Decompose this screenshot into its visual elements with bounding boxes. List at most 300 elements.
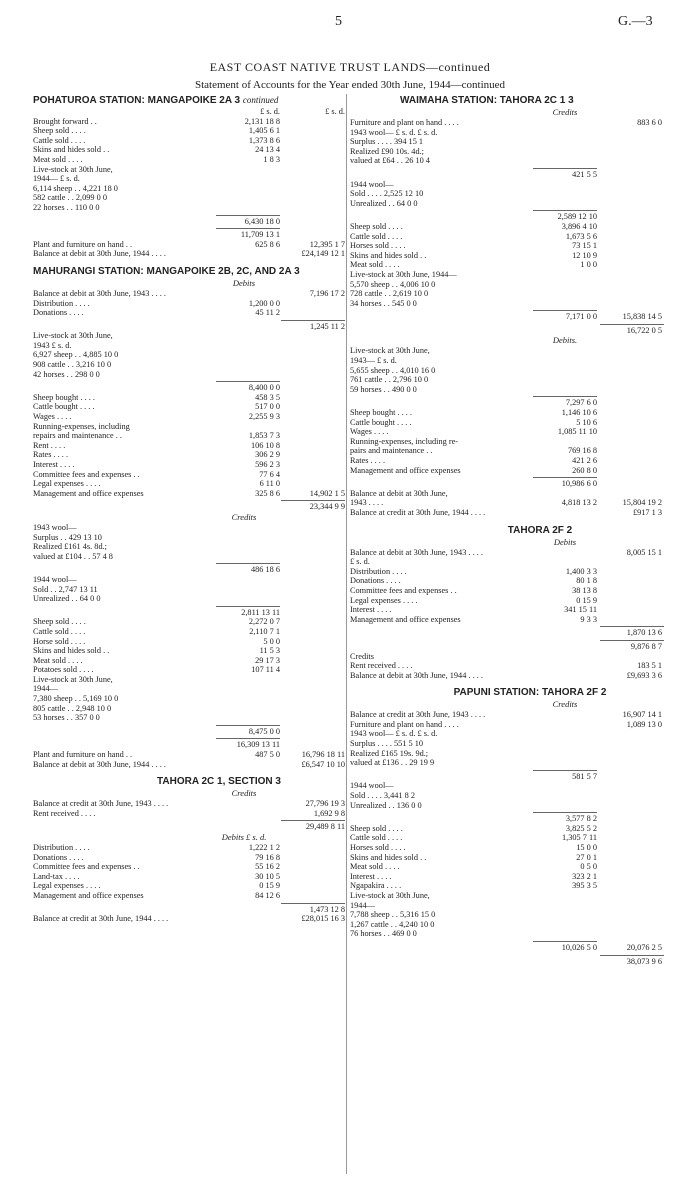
ledger-row [350,199,670,209]
ledger-row [350,814,670,824]
ledger-amount: 883 6 0 [637,118,662,127]
ledger-rows-mahurangi-credits [33,523,345,769]
ledger-row [350,749,670,759]
ledger-amount: 323 2 1 [572,871,597,881]
ledger-row [350,437,670,447]
credits-heading: Credits [231,511,257,522]
ledger-row [33,341,345,351]
ledger-label: Furniture and plant on hand . . . . [350,118,459,127]
ledger-amount: 6 11 0 [259,479,280,489]
ledger-label: Rent received . . . . [350,661,413,671]
ledger-row [33,675,345,685]
ledger-amount: 487 5 0 [255,750,280,760]
ledger-row [33,617,345,627]
ledger-amount: 38 13 8 [572,585,597,595]
ledger-row [350,772,670,782]
ledger-row [350,720,670,730]
ledger-label: 1943 wool— [33,522,77,532]
ledger-label: Meat sold . . . . [350,862,400,872]
ledger-row [33,322,345,332]
ledger-amount: 1,853 7 3 [248,431,280,441]
ledger-label: Balance at debit at 30th June, 1943 . . . . [33,288,166,298]
ledger-row [350,729,670,739]
ledger-amount: 38,073 9 6 [626,956,662,966]
ledger-row [350,891,670,901]
ledger-row [33,656,345,666]
ledger-label: Surplus . . . . 394 15 1 [350,137,424,147]
ledger-label: 22 horses . . 110 0 0 [33,202,100,212]
ledger-label: Sheep sold . . . . [350,823,403,833]
ledger-row [33,308,345,318]
ledger-row [350,557,670,567]
ledger-label: 6,927 sheep . . 4,885 10 0 [33,350,119,360]
ledger-row [350,833,670,843]
ledger-amount: 20,076 2 5 [626,942,662,952]
ledger-row [33,165,345,175]
ledger-row [350,366,670,376]
ledger-label: Sheep sold . . . . [33,617,86,627]
ledger-amount: £28,015 16 3 [301,914,345,924]
ledger-row [33,441,345,451]
ledger-row [350,222,670,232]
ledger-label: pairs and maintenance . . [350,446,433,456]
ledger-label: Rent . . . . [33,440,66,450]
ledger-row [33,523,345,533]
ledger-row [350,180,670,190]
ledger-label: Potatoes sold . . . . [33,665,94,675]
ledger-amount: 306 2 9 [255,450,280,460]
ledger-label: valued at £136 . . 29 19 9 [350,758,435,768]
ledger-row [350,920,670,930]
ledger-label: Brought forward . . [33,116,97,126]
ledger-label: Rates . . . . [350,456,386,465]
ledger-amount: 29,489 8 11 [305,822,345,832]
ledger-label: Ngapakira . . . . [350,881,402,891]
ledger-amount: 11 5 3 [259,646,280,656]
ledger-row [350,642,670,652]
ledger-label: 1943 . . . . [350,498,384,508]
ledger-row [33,383,345,393]
ledger-row [350,375,670,385]
ledger-row [350,446,670,456]
section-title-papuni: PAPUNI STATION: TAHORA 2F 2 [453,687,607,699]
section-title-tahora-2f2: TAHORA 2F 2 [507,524,573,536]
ledger-row [350,427,670,437]
ledger-label: Live-stock at 30th June, [350,346,430,356]
ledger-amount: 458 3 5 [255,392,280,402]
ledger-label: Surplus . . 429 13 10 [33,532,102,542]
section-title-pohaturoa: POHATUROA STATION: MANGAPOIKE 2A 3 continued [33,95,279,106]
ledger-row [33,136,345,146]
ledger-row [350,118,670,128]
ledger-row [350,576,670,586]
ledger-amount: 7,297 6 0 [565,398,597,408]
ledger-row [33,203,345,213]
ledger-label: 1943 wool— £ s. d. £ s. d. [350,729,438,739]
ledger-row [350,326,670,336]
ledger-label: Meat sold . . . . [33,655,83,665]
ledger-amount: 325 8 6 [255,488,280,498]
left-column [33,94,345,1154]
ledger-amount: 3,825 5 2 [565,823,597,833]
ledger-row [33,809,345,819]
ledger-row [33,422,345,432]
ledger-label: Plant and furniture on hand . . [33,750,133,760]
ledger-label: Skins and hides sold . . [350,250,427,260]
ledger-amount: 2,255 9 3 [248,412,280,422]
ledger-row [350,498,670,508]
ledger-row [33,174,345,184]
ledger-amount: 183 5 1 [637,661,662,671]
ledger-row [33,694,345,704]
ledger-row [350,801,670,811]
ledger-row [350,232,670,242]
ledger-row [33,412,345,422]
ledger-row [350,872,670,882]
ledger-label: Balance at credit at 30th June, 1943 . . . . [33,799,169,809]
ledger-row [350,312,670,322]
ledger-row [350,652,670,662]
ledger-amount: 15 0 0 [576,843,597,852]
ledger-label: 7,788 sheep . . 5,316 15 0 [350,910,436,920]
ledger-amount: 16,907 14 1 [622,710,662,720]
ledger-row [33,684,345,694]
ledger-amount: 10,986 6 0 [561,479,597,489]
ledger-label: Land-tax . . . . [33,871,80,881]
ledger-amount: £6,547 10 10 [301,759,345,769]
ledger-label: 805 cattle . . 2,948 10 0 [33,703,112,713]
ledger-row [350,466,670,476]
ledger-row [33,217,345,227]
ledger-row [350,758,670,768]
ledger-row [33,727,345,737]
ledger-row [33,799,345,809]
ledger-label: 59 horses . . 490 0 0 [350,384,417,394]
ledger-label: Balance at debit at 30th June, [350,488,448,498]
ledger-label: Donations . . . . [33,852,84,862]
ledger-amount: 1,373 8 6 [248,135,280,145]
ledger-label: 582 cattle . . 2,099 0 0 [33,193,107,203]
ledger-amount: 2,589 12 10 [557,212,597,222]
ledger-row [350,661,670,671]
ledger-row [350,156,670,166]
document-subtitle: Statement of Accounts for the Year ended 30th June, 1944—continued [194,79,506,91]
ledger-row [33,760,345,770]
ledger-amount: 2,131 18 8 [244,116,280,126]
ledger-amount: 625 8 6 [255,239,280,249]
ledger-label: Unrealized . . 64 0 0 [350,198,418,208]
ledger-amount: 1,222 1 2 [248,843,280,852]
ledger-row [33,431,345,441]
ledger-label: Live-stock at 30th June, [33,164,113,174]
ledger-row [350,791,670,801]
ledger-row [350,128,670,138]
section-title-tahora-section3: TAHORA 2C 1, SECTION 3 [157,776,281,788]
ledger-row [33,299,345,309]
ledger-label: Live-stock at 30th June, [350,890,430,900]
ledger-label: Legal expenses . . . . [33,479,101,489]
ledger-row [33,402,345,412]
ledger-label: 1944— [350,900,375,910]
ledger-label: Legal expenses . . . . [33,881,101,891]
ledger-row [350,479,670,489]
ledger-label: Horses sold . . . . [350,843,406,852]
ledger-amount: 421 2 6 [572,456,597,465]
ledger-amount: 45 11 2 [255,308,280,318]
ledger-label: Cattle sold . . . . [33,135,86,145]
ledger-label: Sheep sold . . . . [350,221,403,231]
ledger-row [33,872,345,882]
ledger-row [350,615,670,625]
ledger-row [33,479,345,489]
ledger-row [33,350,345,360]
ledger-row [33,750,345,760]
ledger-amount: 77 6 4 [259,469,280,479]
ledger-label: Sheep bought . . . . [33,392,95,402]
ledger-label: Skins and hides sold . . [33,145,110,155]
ledger-label: 6,114 sheep . . 4,221 18 0 [33,183,118,193]
ledger-row [33,230,345,240]
ledger-row [350,356,670,366]
ledger-label: Balance at credit at 30th June, 1944 . . . . [350,507,486,517]
ledger-amount: 1,245 11 2 [310,321,345,331]
credits-heading: Credits [552,699,578,710]
ledger-label: Skins and hides sold . . [33,646,110,656]
ledger-amount: 1,400 3 3 [565,566,597,576]
ledger-row [350,943,670,953]
ledger-row [350,586,670,596]
ledger-row [350,710,670,720]
ledger-label: Balance at debit at 30th June, 1944 . . . . [350,670,483,680]
ledger-amount: 15,838 14 5 [622,312,662,322]
ledger-amount: 23,344 9 9 [309,502,345,512]
ledger-rows-mahurangi-debits [33,289,345,512]
ledger-amount: 260 8 0 [572,465,597,475]
debits-heading: Debits [553,536,577,547]
ledger-row [33,393,345,403]
ledger-amount: 24 13 4 [255,145,280,155]
ledger-row [33,665,345,675]
ledger-label: £ s. d. [350,557,370,567]
ledger-amount: 9 3 3 [580,614,597,624]
ledger-row [350,260,670,270]
ledger-row [33,193,345,203]
ledger-rows-waimaha-credits [350,118,670,335]
ledger-label: Interest . . . . [350,871,392,881]
ledger-row [33,240,345,250]
ledger-row [350,212,670,222]
ledger-amount: 2,272 0 7 [248,617,280,627]
ledger-label: Horses sold . . . . [350,241,406,251]
ledger-amount: 341 15 11 [564,605,597,615]
ledger-label: repairs and maintenance . . [33,431,122,441]
ledger-amount: 73 15 1 [572,241,597,251]
ledger-amount: 7,171 0 0 [565,312,597,322]
ledger-label: Meat sold . . . . [33,154,83,164]
ledger-row [33,331,345,341]
ledger-label: Cattle sold . . . . [33,626,86,636]
ledger-rows-tahora-2f2 [350,548,670,681]
ledger-amount: 15,804 19 2 [622,498,662,508]
ledger-rows-waimaha-debits [350,346,670,517]
ledger-row [350,137,670,147]
ledger-label: 1944 wool— [33,574,77,584]
ledger-amount: 14,902 1 5 [309,488,345,498]
ledger-label: Distribution . . . . [33,298,90,308]
right-column [350,94,670,1154]
ledger-label: Balance at credit at 30th June, 1944 . . . . [33,914,169,924]
ledger-amount: 4,818 13 2 [561,498,597,508]
ledger-row [350,251,670,261]
ledger-row [33,565,345,575]
ledger-amount: 27,796 19 3 [305,799,345,809]
ledger-amount: 517 0 0 [255,402,280,412]
ledger-label: Interest . . . . [33,460,75,469]
ledger-label: Balance at debit at 30th June, 1944 . . . . [33,249,166,259]
ledger-row [350,299,670,309]
debits-heading: Debits [232,277,256,288]
ledger-amount: 1 8 3 [263,154,280,164]
ledger-label: Sold . . 2,747 13 11 [33,584,98,594]
ledger-label: Running-expenses, including [33,421,130,431]
ledger-amount: 16,309 13 11 [236,740,280,750]
ledger-rows-pohaturoa [33,117,345,259]
ledger-row [33,460,345,470]
ledger-row [33,822,345,832]
ledger-amount: 1,692 9 8 [313,808,345,818]
ledger-row [33,533,345,543]
ledger-label: valued at £64 . . 26 10 4 [350,156,430,166]
ledger-label: Management and office expenses [350,465,461,475]
ledger-amount: 395 3 5 [572,881,597,891]
ledger-label: Cattle bought . . . . [33,402,95,412]
ledger-label: 1944— [33,684,58,694]
ledger-row [33,450,345,460]
ledger-amount: 29 17 3 [255,655,280,665]
ledger-label: Management and office expenses [33,488,144,498]
ledger-row [33,145,345,155]
ledger-row [33,502,345,512]
ledger-row [33,853,345,863]
ledger-row [350,270,670,280]
ledger-row [350,346,670,356]
ledger-row [33,646,345,656]
ledger-label: 1943 wool— £ s. d. £ s. d. [350,127,438,137]
ledger-amount: 80 1 8 [576,576,597,586]
ledger-amount: 12 10 9 [572,250,597,260]
ledger-label: Cattle bought . . . . [350,417,412,427]
ledger-label: valued at £104 . . 57 4 8 [33,551,113,561]
ledger-row [33,370,345,380]
ledger-label: Credits [350,651,374,661]
ledger-row [350,567,670,577]
ledger-label: Balance at credit at 30th June, 1943 . . . . [350,710,486,720]
section-title-mahurangi: MAHURANGI STATION: MANGAPOIKE 2B, 2C, AND 2A 3 [33,265,300,277]
ledger-amount: 5 0 0 [263,636,280,646]
ledger-amount: 16,796 18 11 [301,750,345,760]
debits-heading: Debits £ s. d. [221,832,267,842]
ledger-row [350,929,670,939]
ledger-row [33,470,345,480]
ledger-amount: 2,811 13 11 [241,607,280,617]
ledger-amount: 486 18 6 [250,565,280,575]
ledger-row [33,881,345,891]
ledger-row [33,862,345,872]
ledger-row [350,241,670,251]
ledger-amount: 8,005 15 1 [626,547,662,557]
ledger-amount: 421 5 5 [572,169,597,179]
ledger-amount: 11,709 13 1 [240,230,280,240]
credits-heading: Credits [231,788,257,799]
ledger-label: Wages . . . . [33,412,72,422]
ledger-row [33,843,345,853]
ledger-label: 53 horses . . 357 0 0 [33,713,100,723]
ledger-label: Skins and hides sold . . [350,852,427,862]
ledger-label: 1944— £ s. d. [33,174,80,184]
ledger-label: Cattle sold . . . . [350,833,403,843]
ledger-row [350,901,670,911]
ledger-amount: 107 11 4 [251,665,280,675]
ledger-amount: 16,722 0 5 [626,325,662,335]
ledger-label: 34 horses . . 545 0 0 [350,298,417,308]
ledger-row [33,740,345,750]
ledger-amount: 0 5 0 [580,862,597,872]
ledger-amount: 6,430 18 0 [244,216,280,226]
ledger-amount: 3,896 4 10 [561,221,597,231]
ledger-label: Donations . . . . [33,308,84,318]
document-title: EAST COAST NATIVE TRUST LANDS—continued [209,60,491,74]
ledger-amount: £9,693 3 6 [626,670,662,680]
ledger-row [33,585,345,595]
ledger-label: 5,655 sheep . . 4,010 16 0 [350,365,436,375]
ledger-label: Management and office expenses [33,890,144,900]
ledger-row [350,605,670,615]
ledger-row [350,824,670,834]
ledger-label: Live-stock at 30th June, 1944— [350,269,457,279]
ledger-row [33,914,345,924]
ledger-label: Running-expenses, including re- [350,436,459,446]
ledger-label: Sold . . . . 3,441 8 2 [350,791,415,801]
ledger-row [350,910,670,920]
ledger-label: Distribution . . . . [350,566,407,576]
ledger-label: Sheep bought . . . . [350,408,412,418]
ledger-amount: 8,475 0 0 [248,726,280,736]
ledger-amount: 7,196 17 2 [309,288,345,298]
ledger-row [350,418,670,428]
ledger-row [350,957,670,967]
ledger-row [350,853,670,863]
ledger-amount: 10,026 5 0 [561,942,597,952]
doc-code: G.—3 [618,14,653,29]
ledger-row [350,781,670,791]
ledger-label: 5,570 sheep . . 4,006 10 0 [350,279,436,289]
ledger-rows-papuni [350,710,670,966]
ledger-amount: 1,473 12 8 [309,904,345,914]
ledger-label: 1944 wool— [350,781,394,791]
ledger-row [33,155,345,165]
ledger-amount: 1,146 10 6 [561,408,597,418]
ledger-label: 1,267 cattle . . 4,240 10 0 [350,919,435,929]
ledger-row [33,905,345,915]
debits-heading: Debits. [552,335,578,346]
ledger-row [350,489,670,499]
ledger-amount: 0 15 9 [259,881,280,891]
ledger-label: Live-stock at 30th June, [33,331,113,341]
ledger-amount: £917 1 3 [632,507,662,517]
ledger-label: Realized £165 19s. 9d.; [350,748,429,758]
credits-heading: Credits [552,107,578,117]
ledger-amount: 84 12 6 [255,890,280,900]
